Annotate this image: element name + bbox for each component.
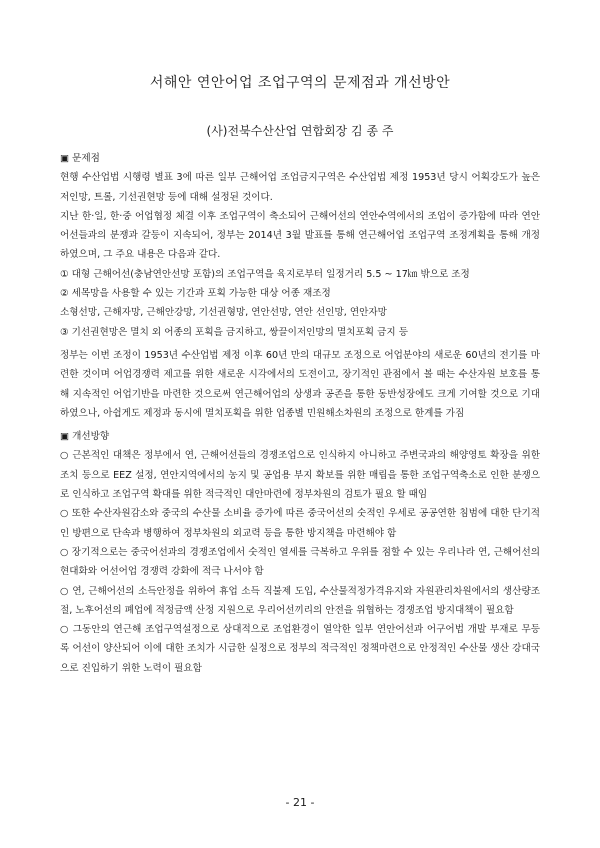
document-title: 서해안 연안어업 조업구역의 문제점과 개선방안: [149, 75, 451, 91]
bullet-paragraph: ○ 장기적으로는 중국어선과의 경쟁조업에서 숫적인 열세를 극복하고 우위를 점할 수 있는 우리나라 연, 근해어선의 현대화와 어선어업 경쟁력 강화에 적극 나서야 함: [60, 546, 540, 578]
section-heading-improvements: ▣ 개선방향: [60, 431, 110, 443]
author-line: (사)전북수산산업 연합회장 김 종 주: [206, 124, 394, 138]
document-body: [60, 148, 540, 678]
paragraph: 정부는 이번 조정이 1953년 수산업법 제정 이후 60년 만의 대규모 조정으로 어업분야의 새로운 60년의 전기를 마련한 것이며 어업경쟁력 제고를 위한 새로운 시각에서의 도전이고, 장기적인 관점에서 볼 때는 수산자원 보호를 통해 지속적인 어업기반을 마련한 것으로써 연근해어업의 상생과 공존을 통한 동반성장에도 크게 기여할 것으로 기대하였으나, 아쉽게도 제정과 동시에 멸치포획을 위한 업종별 민원해소차원의 조정으로 한계를 가짐: [60, 349, 540, 419]
paragraph: 지난 한·일, 한·중 어업협정 체결 이후 조업구역이 축소되어 근해어선의 연안수역에서의 조업이 증가함에 따라 연안어선들과의 분쟁과 갈등이 지속되어, 정부는 2014년 3월 발표를 통해 연근해어업 조업구역 조정계획을 통해 개정하였으며, 그 주요 내용은 다음과 같다.: [60, 210, 540, 261]
page-number: - 21 -: [285, 796, 315, 809]
list-item: ③ 기선권현망은 멸치 외 어종의 포획을 금지하고, 쌍끌이저인망의 멸치포획 금지 등: [60, 326, 408, 338]
paragraph: 현행 수산업법 시행령 별표 3에 따른 일부 근해어업 조업금지구역은 수산업법 제정 1953년 당시 어획강도가 높은 저인망, 트롤, 기선권현망 등에 대해 설정된 것이다.: [60, 172, 540, 203]
bullet-paragraph: ○ 그동안의 연근해 조업구역설정으로 상대적으로 조업환경이 열악한 일부 연안어선과 어구어법 개발 부재로 무등록 어선이 양산되어 이에 대한 조치가 시급한 실정으로 정부의 적극적인 정책마련으로 안정적인 수산물 생산 강대국으로 진입하기 위한 노력이 필요함: [60, 624, 540, 674]
bullet-paragraph: ○ 근본적인 대책은 정부에서 연, 근해어선들의 경쟁조업으로 인식하지 아니하고 주변국과의 해양영토 확장을 위한 조치 등으로 EEZ 설정, 연안지역에서의 농지 및 공업용 부지 확보를 위한 매립을 통한 조업구역축소로 인한 분쟁으로 인식하고 조업구역 확대를 위한 적극적인 대안마련에 정부차원의 검토가 필요 할 때임: [60, 450, 540, 501]
list-item: ② 세목망을 사용할 수 있는 기간과 포획 가능한 대상 어종 재조정: [60, 288, 331, 300]
section-heading-problems: ▣ 문제점: [60, 153, 100, 164]
list-item: ① 대형 근해어선(충남연안선망 포함)의 조업구역을 육지로부터 일정거리 5.5 ~ 17㎞ 밖으로 조정: [60, 268, 470, 280]
bullet-paragraph: ○ 연, 근해어선의 소득안정을 위하여 휴업 소득 직불제 도입, 수산물적정가격유지와 자원관리차원에서의 생산량조절, 노후어선의 폐업에 적정금액 산정 지원으로 우리어선끼리의 안전을 위협하는 경쟁조업 방지대책이 필요함: [60, 585, 540, 616]
bullet-paragraph: ○ 또한 수산자원감소와 중국의 수산물 소비율 증가에 따른 중국어선의 숫적인 우세로 공공연한 침범에 대한 단기적인 방편으로 단속과 병행하여 정부차원의 외교력 등을 통한 방지책을 마련해야 함: [60, 508, 540, 539]
list-item: 소형선망, 근해자망, 근해안강망, 기선권형망, 연안선망, 연안 선인망, 연안자망: [60, 307, 387, 319]
